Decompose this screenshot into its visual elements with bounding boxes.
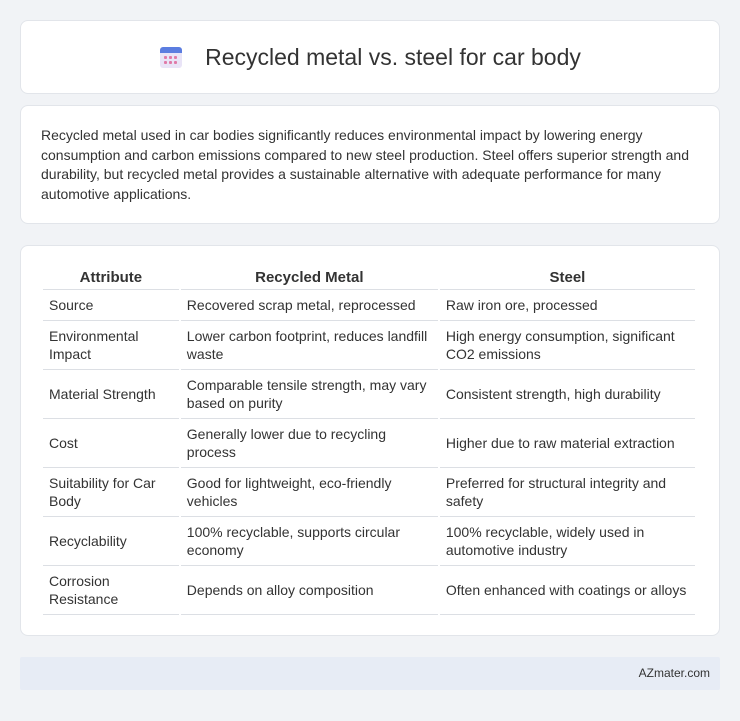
footer-brand[interactable]: AZmater.com (638, 666, 710, 680)
row-recycled-metal: 100% recyclable, supports circular economy (181, 517, 438, 566)
table-row (43, 290, 695, 321)
row-attribute: Source (43, 290, 179, 321)
row-steel: Often enhanced with coatings or alloys (440, 566, 695, 615)
table-row (43, 566, 695, 615)
table-row (43, 419, 695, 468)
row-recycled-metal: Recovered scrap metal, reprocessed (181, 290, 438, 321)
calendar-icon (159, 45, 183, 69)
row-steel: Consistent strength, high durability (440, 370, 695, 419)
row-recycled-metal: Lower carbon footprint, reduces landfill waste (181, 321, 438, 370)
row-recycled-metal: Good for lightweight, eco-friendly vehicles (181, 468, 438, 517)
title-card (20, 20, 720, 94)
page-title: Recycled metal vs. steel for car body (205, 43, 581, 70)
header-steel: Steel (440, 266, 695, 290)
header-recycled-metal: Recycled Metal (181, 266, 438, 290)
header-attribute: Attribute (43, 266, 179, 290)
row-recycled-metal: Comparable tensile strength, may vary based on purity (181, 370, 438, 419)
row-attribute: Material Strength (43, 370, 179, 419)
table-header-row (43, 266, 695, 290)
row-steel: High energy consumption, significant CO2 emissions (440, 321, 695, 370)
table-row (43, 321, 695, 370)
row-recycled-metal: Depends on alloy composition (181, 566, 438, 615)
footer-bar (20, 657, 720, 690)
row-steel: Raw iron ore, processed (440, 290, 695, 321)
row-steel: Preferred for structural integrity and safety (440, 468, 695, 517)
description-card (20, 105, 720, 224)
row-attribute: Recyclability (43, 517, 179, 566)
table-row (43, 517, 695, 566)
comparison-table (41, 266, 697, 615)
row-attribute: Corrosion Resistance (43, 566, 179, 615)
table-row (43, 468, 695, 517)
row-recycled-metal: Generally lower due to recycling process (181, 419, 438, 468)
row-steel: 100% recyclable, widely used in automotive industry (440, 517, 695, 566)
description-text: Recycled metal used in car bodies significantly reduces environmental impact by lowering energy consumption and carbon emissions compared to new steel production. Steel offers superior strength and durability, but recycled metal provides a sustainable alternative with adequate performance for many automotive applications. (41, 127, 689, 202)
table-row (43, 370, 695, 419)
comparison-table-card (20, 245, 720, 636)
row-attribute: Environmental Impact (43, 321, 179, 370)
row-steel: Higher due to raw material extraction (440, 419, 695, 468)
row-attribute: Cost (43, 419, 179, 468)
row-attribute: Suitability for Car Body (43, 468, 179, 517)
